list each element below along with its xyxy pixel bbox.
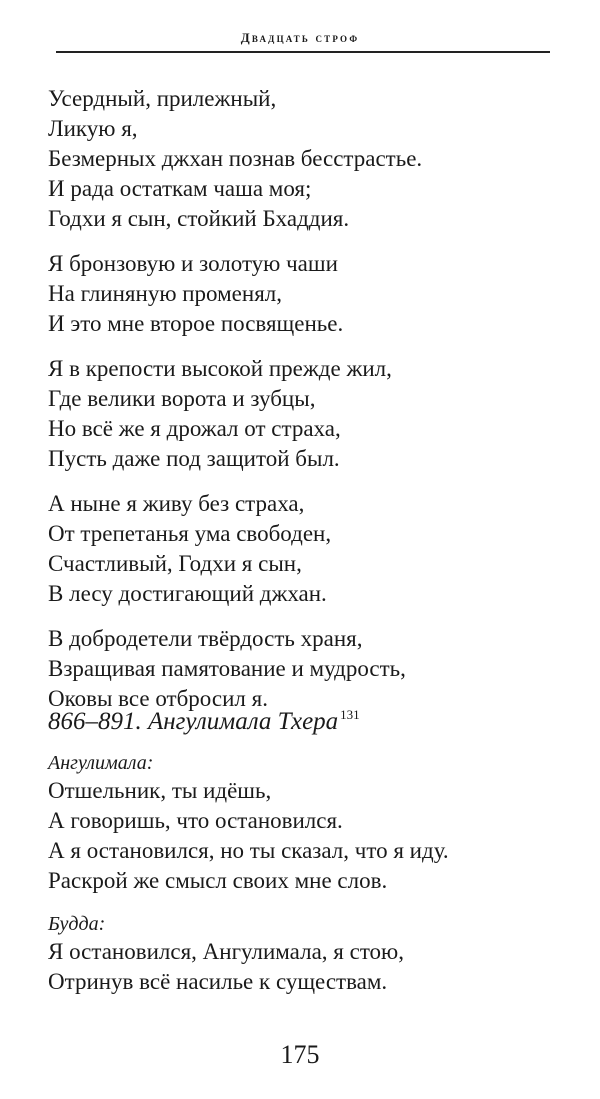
verse-line: Усердный, прилежный, — [48, 86, 277, 111]
footnote-marker: 131 — [340, 707, 360, 722]
verse-line: Оковы все отбросил я. — [48, 686, 268, 711]
verse-line: От трепетанья ума свободен, — [48, 521, 332, 546]
running-head: Двадцать строф — [240, 30, 360, 45]
speaker-label: Будда: — [48, 913, 106, 935]
stanza — [48, 84, 568, 234]
verse-line: Счастливый, Годхи я сын, — [48, 551, 302, 576]
poem-body — [48, 84, 568, 729]
stanza — [48, 249, 568, 339]
verse-line: И рада остаткам чаша моя; — [48, 176, 312, 201]
dialogue-body — [48, 750, 568, 1012]
dialogue-part — [48, 911, 568, 997]
stanza — [48, 624, 568, 714]
section-title-text: 866–891. Ангулимала Тхера — [48, 708, 339, 735]
dialogue-part — [48, 750, 568, 896]
verse-line: Я бронзовую и золотую чаши — [48, 251, 338, 276]
verse-line: Отринув всё насилье к существам. — [48, 969, 388, 994]
page-number: 175 — [280, 1040, 320, 1069]
verse-line: Годхи я сын, стойкий Бхаддия. — [48, 206, 350, 231]
verse-line: А говоришь, что остановился. — [48, 808, 343, 833]
verse-line: Пусть даже под защитой был. — [48, 446, 340, 471]
verse-line: Отшельник, ты идёшь, — [48, 778, 272, 803]
verse-line: Ликую я, — [48, 116, 138, 141]
section-title — [48, 707, 360, 736]
verse-line: На глиняную променял, — [48, 281, 282, 306]
verse-line: Я в крепости высокой прежде жил, — [48, 356, 392, 381]
stanza — [48, 489, 568, 609]
verse-line: А я остановился, но ты сказал, что я иду. — [48, 838, 449, 863]
verse-line: В добродетели твёрдость храня, — [48, 626, 363, 651]
header-rule — [56, 51, 550, 53]
verse-line: И это мне второе посвященье. — [48, 311, 344, 336]
verse-line: Где велики ворота и зубцы, — [48, 386, 316, 411]
verse-line: Взращивая памятование и мудрость, — [48, 656, 406, 681]
verse-line: Безмерных джхан познав бесстрастье. — [48, 146, 423, 171]
verse-line: А ныне я живу без страха, — [48, 491, 305, 516]
speaker-label: Ангулимала: — [48, 752, 154, 774]
verse-line: В лесу достигающий джхан. — [48, 581, 327, 606]
verse-line: Но всё же я дрожал от страха, — [48, 416, 341, 441]
verse-line: Раскрой же смысл своих мне слов. — [48, 868, 388, 893]
stanza — [48, 354, 568, 474]
verse-line: Я остановился, Ангулимала, я стою, — [48, 939, 404, 964]
